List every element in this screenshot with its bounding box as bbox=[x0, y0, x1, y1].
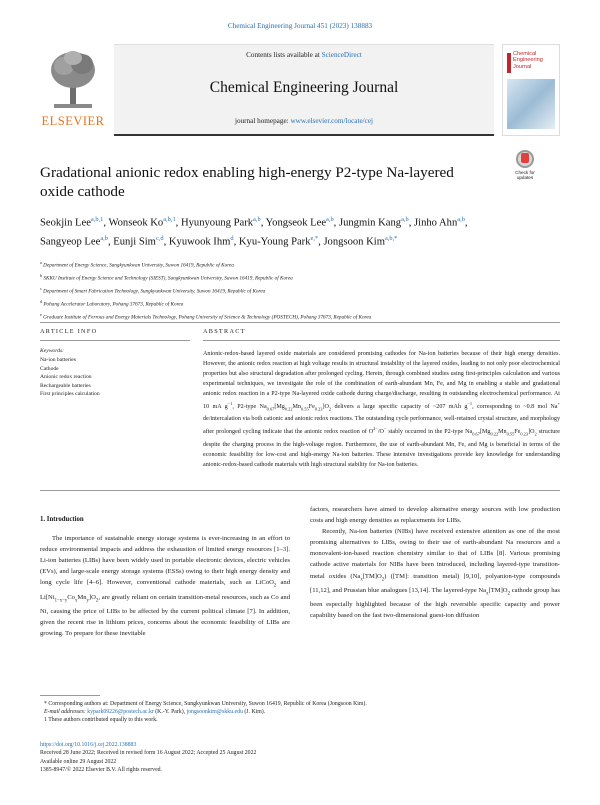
author-affiliation-marker[interactable]: a,b bbox=[457, 216, 465, 223]
article-info-heading: ARTICLE INFO bbox=[40, 328, 98, 335]
affiliation: $^a$ Department of Energy Science, Sungkyunkwan University, Suwon 16419, Republic of Korea bbox=[40, 260, 234, 269]
doi-link[interactable]: https://doi.org/10.1016/j.cej.2022.138883 bbox=[40, 742, 137, 748]
journal-title: Chemical Engineering Journal bbox=[209, 79, 399, 96]
corresponding-author-note: * Corresponding authors at: Department of Energy Science, Sungkyunkwan University, Suwon 16419, Republic of Korea (Jongsoon Kim). bbox=[44, 701, 367, 707]
abstract-heading: ABSTRACT bbox=[203, 328, 246, 335]
elsevier-wordmark: ELSEVIER bbox=[41, 114, 105, 128]
author-name[interactable]: Jungmin Kang bbox=[338, 217, 402, 229]
email-addresses: E-mail addresses: kypark09226@postech.ac.kr (K.-Y. Park), jongsoonkim@skku.edu (J. Kim). bbox=[44, 709, 266, 716]
copyright: 1385-8947/© 2022 Elsevier B.V. All rights reserved. bbox=[40, 767, 162, 774]
journal-cover-thumbnail[interactable] bbox=[502, 44, 560, 136]
journal-info-box bbox=[114, 44, 494, 136]
affiliation: $^d$ Pohang Accelerator Laboratory, Pohang 37673, Republic of Korea bbox=[40, 298, 184, 308]
available-online: Available online 29 August 2022 bbox=[40, 758, 117, 765]
elsevier-logo[interactable] bbox=[40, 44, 106, 136]
equal-contribution-note: 1 These authors contributed equally to this work. bbox=[44, 717, 158, 724]
author-affiliation-marker[interactable]: a,b,* bbox=[384, 234, 398, 242]
divider bbox=[40, 340, 190, 341]
section-heading-introduction: 1. Introduction bbox=[40, 516, 84, 523]
affiliation: $^b$ SKKU Institute of Energy Science and Technology (SIEST), Sungkyunkwan University, Suwon 16419, Republic of Korea bbox=[40, 272, 293, 282]
author-affiliation-marker[interactable]: a,b bbox=[326, 216, 334, 223]
affiliation: $^c$ Department of Smart Fabrication Technology, Sungkyunkwan University, Suwon 16419, Republic of Korea bbox=[40, 285, 266, 295]
keyword: Rechargeable batteries bbox=[40, 382, 91, 389]
body-column-right bbox=[310, 504, 560, 622]
footnote-divider bbox=[40, 695, 100, 696]
journal-citation-header[interactable]: Chemical Engineering Journal 451 (2023) 138883 bbox=[227, 22, 373, 30]
author-name[interactable]: Yongseok Lee bbox=[265, 217, 327, 229]
body-paragraph: factors, researchers have aimed to develop alternative energy sources with low production costs and high energy densities as replacements for LIBs. bbox=[310, 506, 560, 525]
sciencedirect-link[interactable]: ScienceDirect bbox=[321, 51, 362, 59]
divider bbox=[40, 322, 560, 323]
author-affiliation-marker[interactable]: a,b,1 bbox=[90, 216, 104, 223]
author-affiliation-marker[interactable]: d bbox=[230, 234, 234, 242]
homepage-prefix: journal homepage: bbox=[234, 117, 291, 125]
divider bbox=[40, 490, 560, 491]
check-for-updates-badge[interactable] bbox=[510, 150, 540, 184]
author-name[interactable]: Kyu-Young Park bbox=[238, 236, 311, 248]
cover-image bbox=[507, 79, 555, 129]
article-title: Gradational anionic redox enabling high-energy P2-type Na-layered oxide cathode bbox=[40, 164, 454, 200]
footnotes bbox=[40, 700, 560, 725]
email-label: E-mail addresses: bbox=[44, 709, 88, 716]
body-paragraph: Recently, Na-ion batteries (NIBs) have received extensive attention as one of the most promising alternatives to LIBs, owing to their use of earth-abundant Na resources and a monovalent-ion-based reaction chemistry similar to that of LIBs [8]. Various promising cathode active materials for NIBs have been introduced, including layered-type transition-metal oxides $(Na_x[TM]O_2)$ ([TM]: transition metal) [9,10], polyanion-type compounds [11,12], and Prussian blue analogues [13,14]. The layered-type $Na_x[TM]O_2$ cathode group has been especially highlighted because of the high reversible specific capacity and power capability based on the fast two-dimensional guest-ion diffusion bbox=[310, 528, 561, 620]
check-updates-label: Check for updates bbox=[515, 170, 535, 181]
cover-stripe bbox=[507, 53, 511, 73]
author-affiliation-marker[interactable]: e,* bbox=[310, 234, 319, 242]
affiliation: $^e$ Graduate Institute of Ferrous and Energy Materials Technology, Pohang University of Science & Technology (POSTECH), Pohang 37673, Republic of Korea bbox=[40, 311, 372, 321]
author-affiliation-marker[interactable]: a,b bbox=[253, 216, 261, 223]
author-affiliation-marker[interactable]: c,d bbox=[155, 234, 164, 242]
contents-line bbox=[114, 51, 494, 59]
author-list: Seokjin Lee$^{a,b,1}$, Wonseok Ko$^{a,b,1}$, Hyunyoung Park$^{a,b}$, Yongseok Lee$^{a,b}$, Jungmin Kang$^{a,b}$, Jinho Ahn$^{a,b}$, Sangyeop Lee$^{a,b}$, Eunji Sim$^{c,d}$, Kyuwook Ihm$^d$, Kyu-Young Park$^{e,*}$, Jongsoon Kim$^{a,b,*}$ bbox=[40, 216, 468, 248]
author-name[interactable]: Sangyeop Lee bbox=[40, 236, 101, 248]
divider bbox=[203, 340, 560, 341]
journal-homepage-link[interactable]: www.elsevier.com/locate/cej bbox=[290, 117, 374, 125]
bookmark-icon bbox=[521, 153, 529, 163]
email-link-kim[interactable]: jongsoonkim@skku.edu bbox=[186, 709, 243, 716]
author-name[interactable]: Jongsoon Kim bbox=[323, 236, 385, 248]
keyword: Na-ion batteries bbox=[40, 357, 76, 363]
author-name[interactable]: Kyuwook Ihm bbox=[168, 236, 231, 248]
author-affiliation-marker[interactable]: a,b bbox=[401, 216, 409, 223]
author-name[interactable]: Seokjin Lee bbox=[40, 217, 91, 229]
affiliation-list bbox=[40, 258, 560, 323]
author-affiliation-marker[interactable]: a,b,1 bbox=[163, 216, 176, 223]
body-paragraph: The importance of sustainable energy storage systems is ever-increasing in an effort to reduce environmental impacts and address the exhaustion of limited energy resources [1–3]. Li-ion batteries (LIBs) have been widely used in portable electronic devices, electric vehicles (EVs), and large-scale energy storage systems (ESSs) owing to their high energy density and long cycle life [4–6]. However, conventional cathode materials, such as LiCoO$_2$ and $Li[Ni_{1-x-y}Co_xMn_y]O_2$, are greatly reliant on certain transition-metal resources, such as Co and Ni, causing the price of LIBs to be affected by the current political climate [7]. In addition, given the recent rise in lithium prices, concerns about the economic feasibility of LIBs are growing. To prepare for these inevitable bbox=[40, 535, 291, 638]
keywords-list bbox=[40, 356, 100, 399]
abstract-text: Anionic-redox-based layered oxide materials are considered promising cathodes for Na-ion batteries because of their high energy densities. However, the anionic redox reaction at high voltage results in structural instability of the layered oxides, leading to not only poor electrochemical properties but also structural degradation after prolonged cycling. Herein, through combined studies using first-principles calculation and various experimental techniques, we investigate the role of the combination of earth-abundant Mn, Fe, and Mg in enabling a stable and gradational anionic redox reaction in a P2-type Na-layered oxide cathode during charge/discharge, resulting in outstanding electrochemical performance. At 10 mA $g^{-1}$, P2-type $Na_{0.67}[Mg_{0.22}Mn_{0.55}Fe_{0.23}]O_2$ delivers a large specific capacity of ~207 mAh $g^{-1}$, corresponding to ~0.8 mol Na+ de/intercalation via both cationic and anionic redox reactions. The outstanding cycle performance, well-retained crystal structure, and morphology after prolonged cycling indicate that the anionic redox reaction of $O^{2-}/O^-$ stably occurred in the P2-type $Na_{0.67}[Mg_{0.22}Mn_{0.55}Fe_{0.23}]O_2$ structure despite the charging process in the high-voltage region. Furthermore, the use of earth-abundant Mn, Fe, and Mg is beneficial in terms of the economic feasibility for low-cost and high-energy Na-ion batteries. These intensive investigations provide key knowledge for understanding anionic-redox-based cathode materials with high structural stability for Na-ion batteries. bbox=[203, 351, 560, 468]
author-affiliation-marker[interactable]: a,b bbox=[100, 234, 108, 242]
keywords-label: Keywords: bbox=[40, 348, 65, 354]
elsevier-tree-icon bbox=[48, 48, 98, 110]
author-name[interactable]: Eunji Sim bbox=[113, 236, 156, 248]
author-name[interactable]: Wonseok Ko bbox=[108, 217, 164, 229]
email-link-park[interactable]: kypark09226@postech.ac.kr bbox=[87, 709, 154, 716]
homepage-line bbox=[114, 117, 494, 125]
keyword: First principles calculation bbox=[40, 391, 100, 397]
author-name[interactable]: Jinho Ahn bbox=[414, 217, 458, 229]
publication-info bbox=[40, 741, 560, 775]
keyword: Cathode bbox=[40, 365, 59, 372]
body-column-left bbox=[40, 514, 290, 640]
contents-prefix: Contents lists available at bbox=[246, 51, 322, 59]
journal-header bbox=[40, 44, 560, 136]
author-name[interactable]: Hyunyoung Park bbox=[180, 217, 254, 229]
keyword: Anionic redox reaction bbox=[40, 374, 92, 380]
received-dates: Received 28 June 2022; Received in revised form 16 August 2022; Accepted 25 August 2022 bbox=[40, 750, 257, 757]
cover-title: Chemical Engineering Journal bbox=[513, 51, 543, 70]
